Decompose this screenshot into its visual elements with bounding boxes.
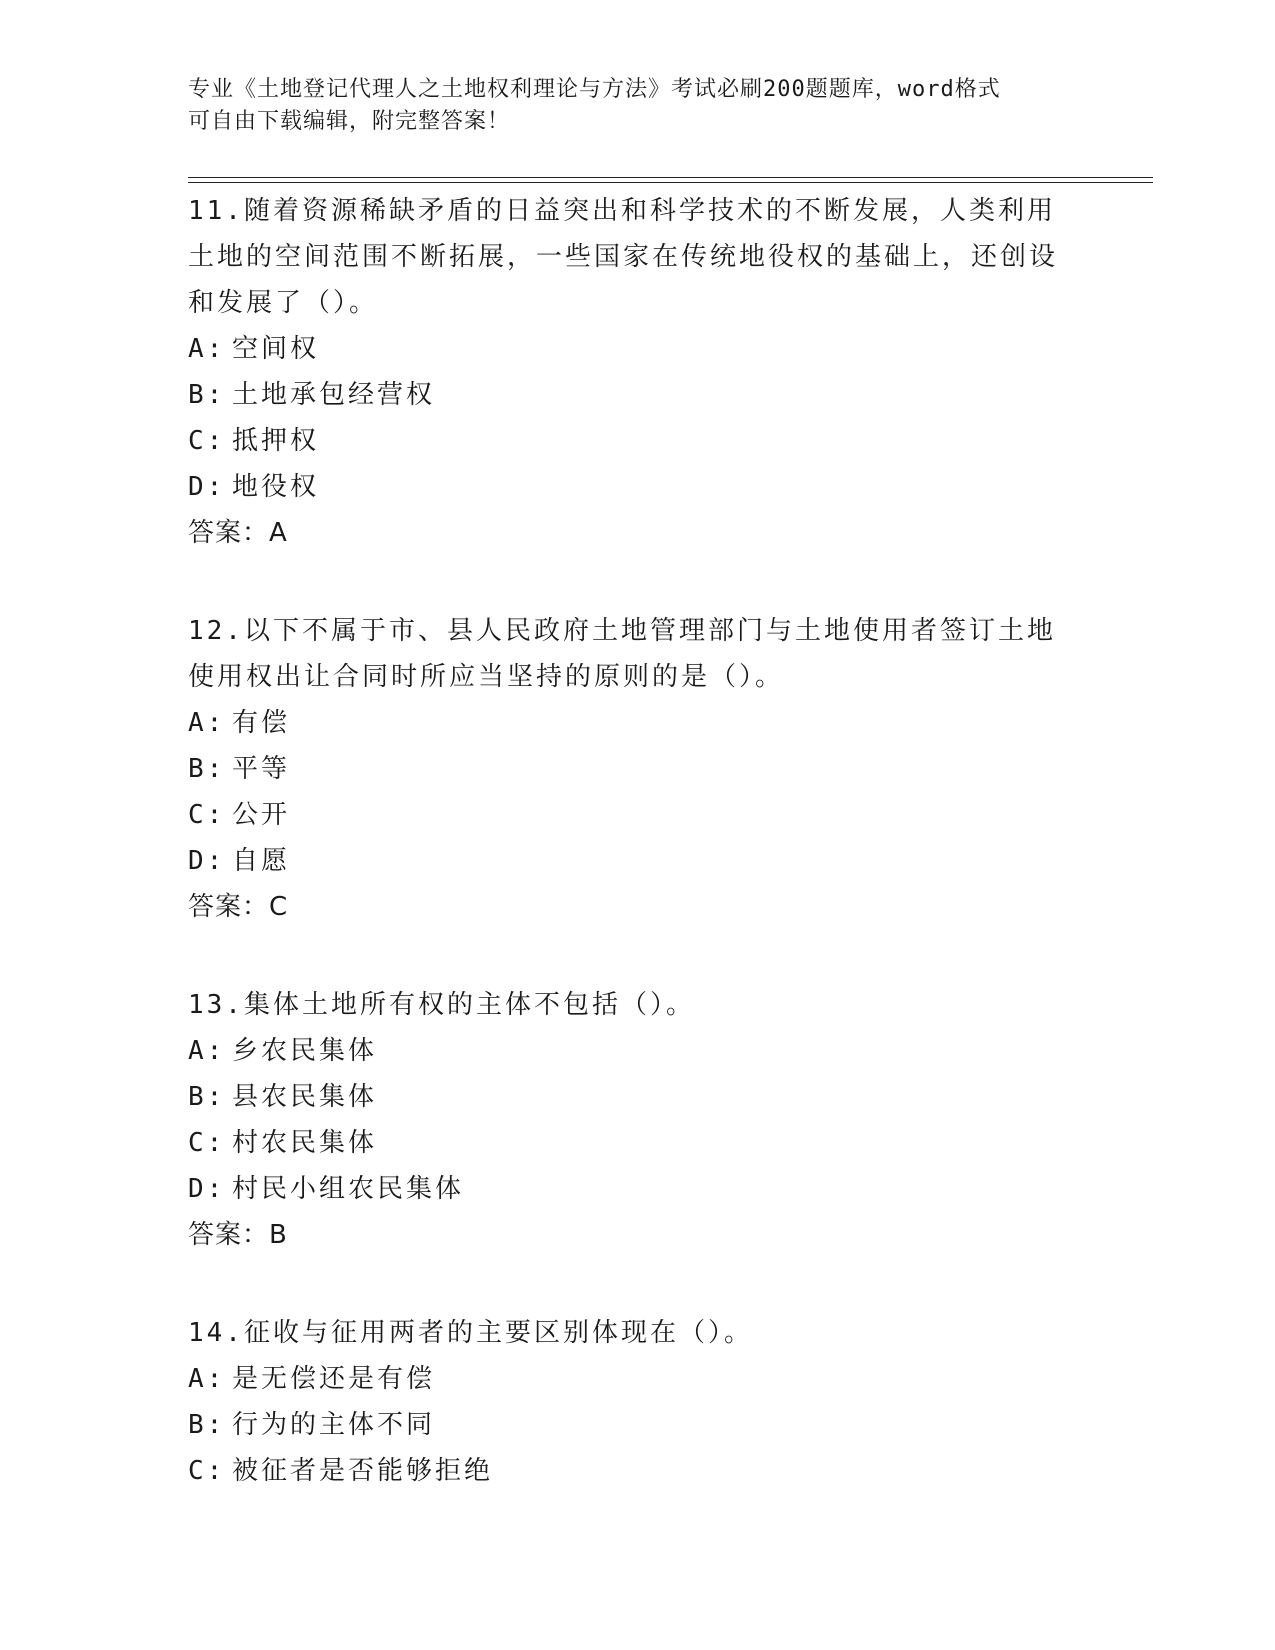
option-c bbox=[188, 792, 1068, 838]
option-key: B: bbox=[188, 1082, 226, 1112]
answer-line: 答案：A bbox=[188, 518, 288, 548]
question-12 bbox=[188, 608, 1068, 930]
header-divider-bottom bbox=[188, 182, 1153, 183]
option-key: A: bbox=[188, 334, 226, 364]
document-header bbox=[188, 74, 1068, 138]
option-d bbox=[188, 838, 1068, 884]
option-text: 县农民集体 bbox=[232, 1082, 378, 1112]
question-stem: 13.集体土地所有权的主体不包括（）。 bbox=[188, 990, 695, 1020]
answer-line: 答案：C bbox=[188, 892, 289, 922]
option-text: 自愿 bbox=[232, 846, 291, 876]
option-key: A: bbox=[188, 1036, 226, 1066]
option-b bbox=[188, 1402, 1068, 1448]
option-text: 平等 bbox=[232, 754, 291, 784]
option-b bbox=[188, 746, 1068, 792]
option-text: 土地承包经营权 bbox=[232, 380, 436, 410]
option-key: D: bbox=[188, 472, 226, 502]
option-text: 有偿 bbox=[232, 708, 291, 738]
option-text: 空间权 bbox=[232, 334, 320, 364]
question-stem: 11.随着资源稀缺矛盾的日益突出和科学技术的不断发展，人类利用土地的空间范围不断拓展，一些国家在传统地役权的基础上，还创设和发展了（）。 bbox=[188, 196, 1059, 318]
option-text: 村农民集体 bbox=[232, 1128, 378, 1158]
option-key: B: bbox=[188, 754, 226, 784]
header-divider-top bbox=[188, 177, 1153, 178]
option-text: 乡农民集体 bbox=[232, 1036, 378, 1066]
option-key: B: bbox=[188, 1410, 226, 1440]
option-a bbox=[188, 326, 1068, 372]
option-text: 是无偿还是有偿 bbox=[232, 1364, 436, 1394]
option-text: 被征者是否能够拒绝 bbox=[232, 1456, 494, 1486]
header-line-1: 专业《土地登记代理人之土地权利理论与方法》考试必刷200题题库，word格式 bbox=[188, 77, 1001, 102]
option-text: 地役权 bbox=[232, 472, 320, 502]
option-c bbox=[188, 1448, 1068, 1494]
option-a bbox=[188, 1028, 1068, 1074]
option-d bbox=[188, 464, 1068, 510]
option-key: C: bbox=[188, 1128, 226, 1158]
option-key: D: bbox=[188, 846, 226, 876]
option-b bbox=[188, 372, 1068, 418]
option-c bbox=[188, 418, 1068, 464]
option-key: D: bbox=[188, 1174, 226, 1204]
option-text: 村民小组农民集体 bbox=[232, 1174, 465, 1204]
option-a bbox=[188, 1356, 1068, 1402]
question-list bbox=[188, 188, 1068, 1546]
option-key: A: bbox=[188, 1364, 226, 1394]
option-d bbox=[188, 1166, 1068, 1212]
option-key: C: bbox=[188, 800, 226, 830]
option-c bbox=[188, 1120, 1068, 1166]
question-13 bbox=[188, 982, 1068, 1258]
option-text: 行为的主体不同 bbox=[232, 1410, 436, 1440]
option-key: B: bbox=[188, 380, 226, 410]
option-text: 公开 bbox=[232, 800, 291, 830]
question-stem: 12.以下不属于市、县人民政府土地管理部门与土地使用者签订土地使用权出让合同时所应当坚持的原则的是（）。 bbox=[188, 616, 1056, 692]
option-text: 抵押权 bbox=[232, 426, 320, 456]
question-14 bbox=[188, 1310, 1068, 1494]
option-a bbox=[188, 700, 1068, 746]
question-stem: 14.征收与征用两者的主要区别体现在（）。 bbox=[188, 1318, 753, 1348]
answer-line: 答案：B bbox=[188, 1220, 288, 1250]
header-line-2: 可自由下载编辑，附完整答案！ bbox=[188, 109, 511, 134]
option-b bbox=[188, 1074, 1068, 1120]
option-key: A: bbox=[188, 708, 226, 738]
option-key: C: bbox=[188, 426, 226, 456]
question-11 bbox=[188, 188, 1068, 556]
option-key: C: bbox=[188, 1456, 226, 1486]
